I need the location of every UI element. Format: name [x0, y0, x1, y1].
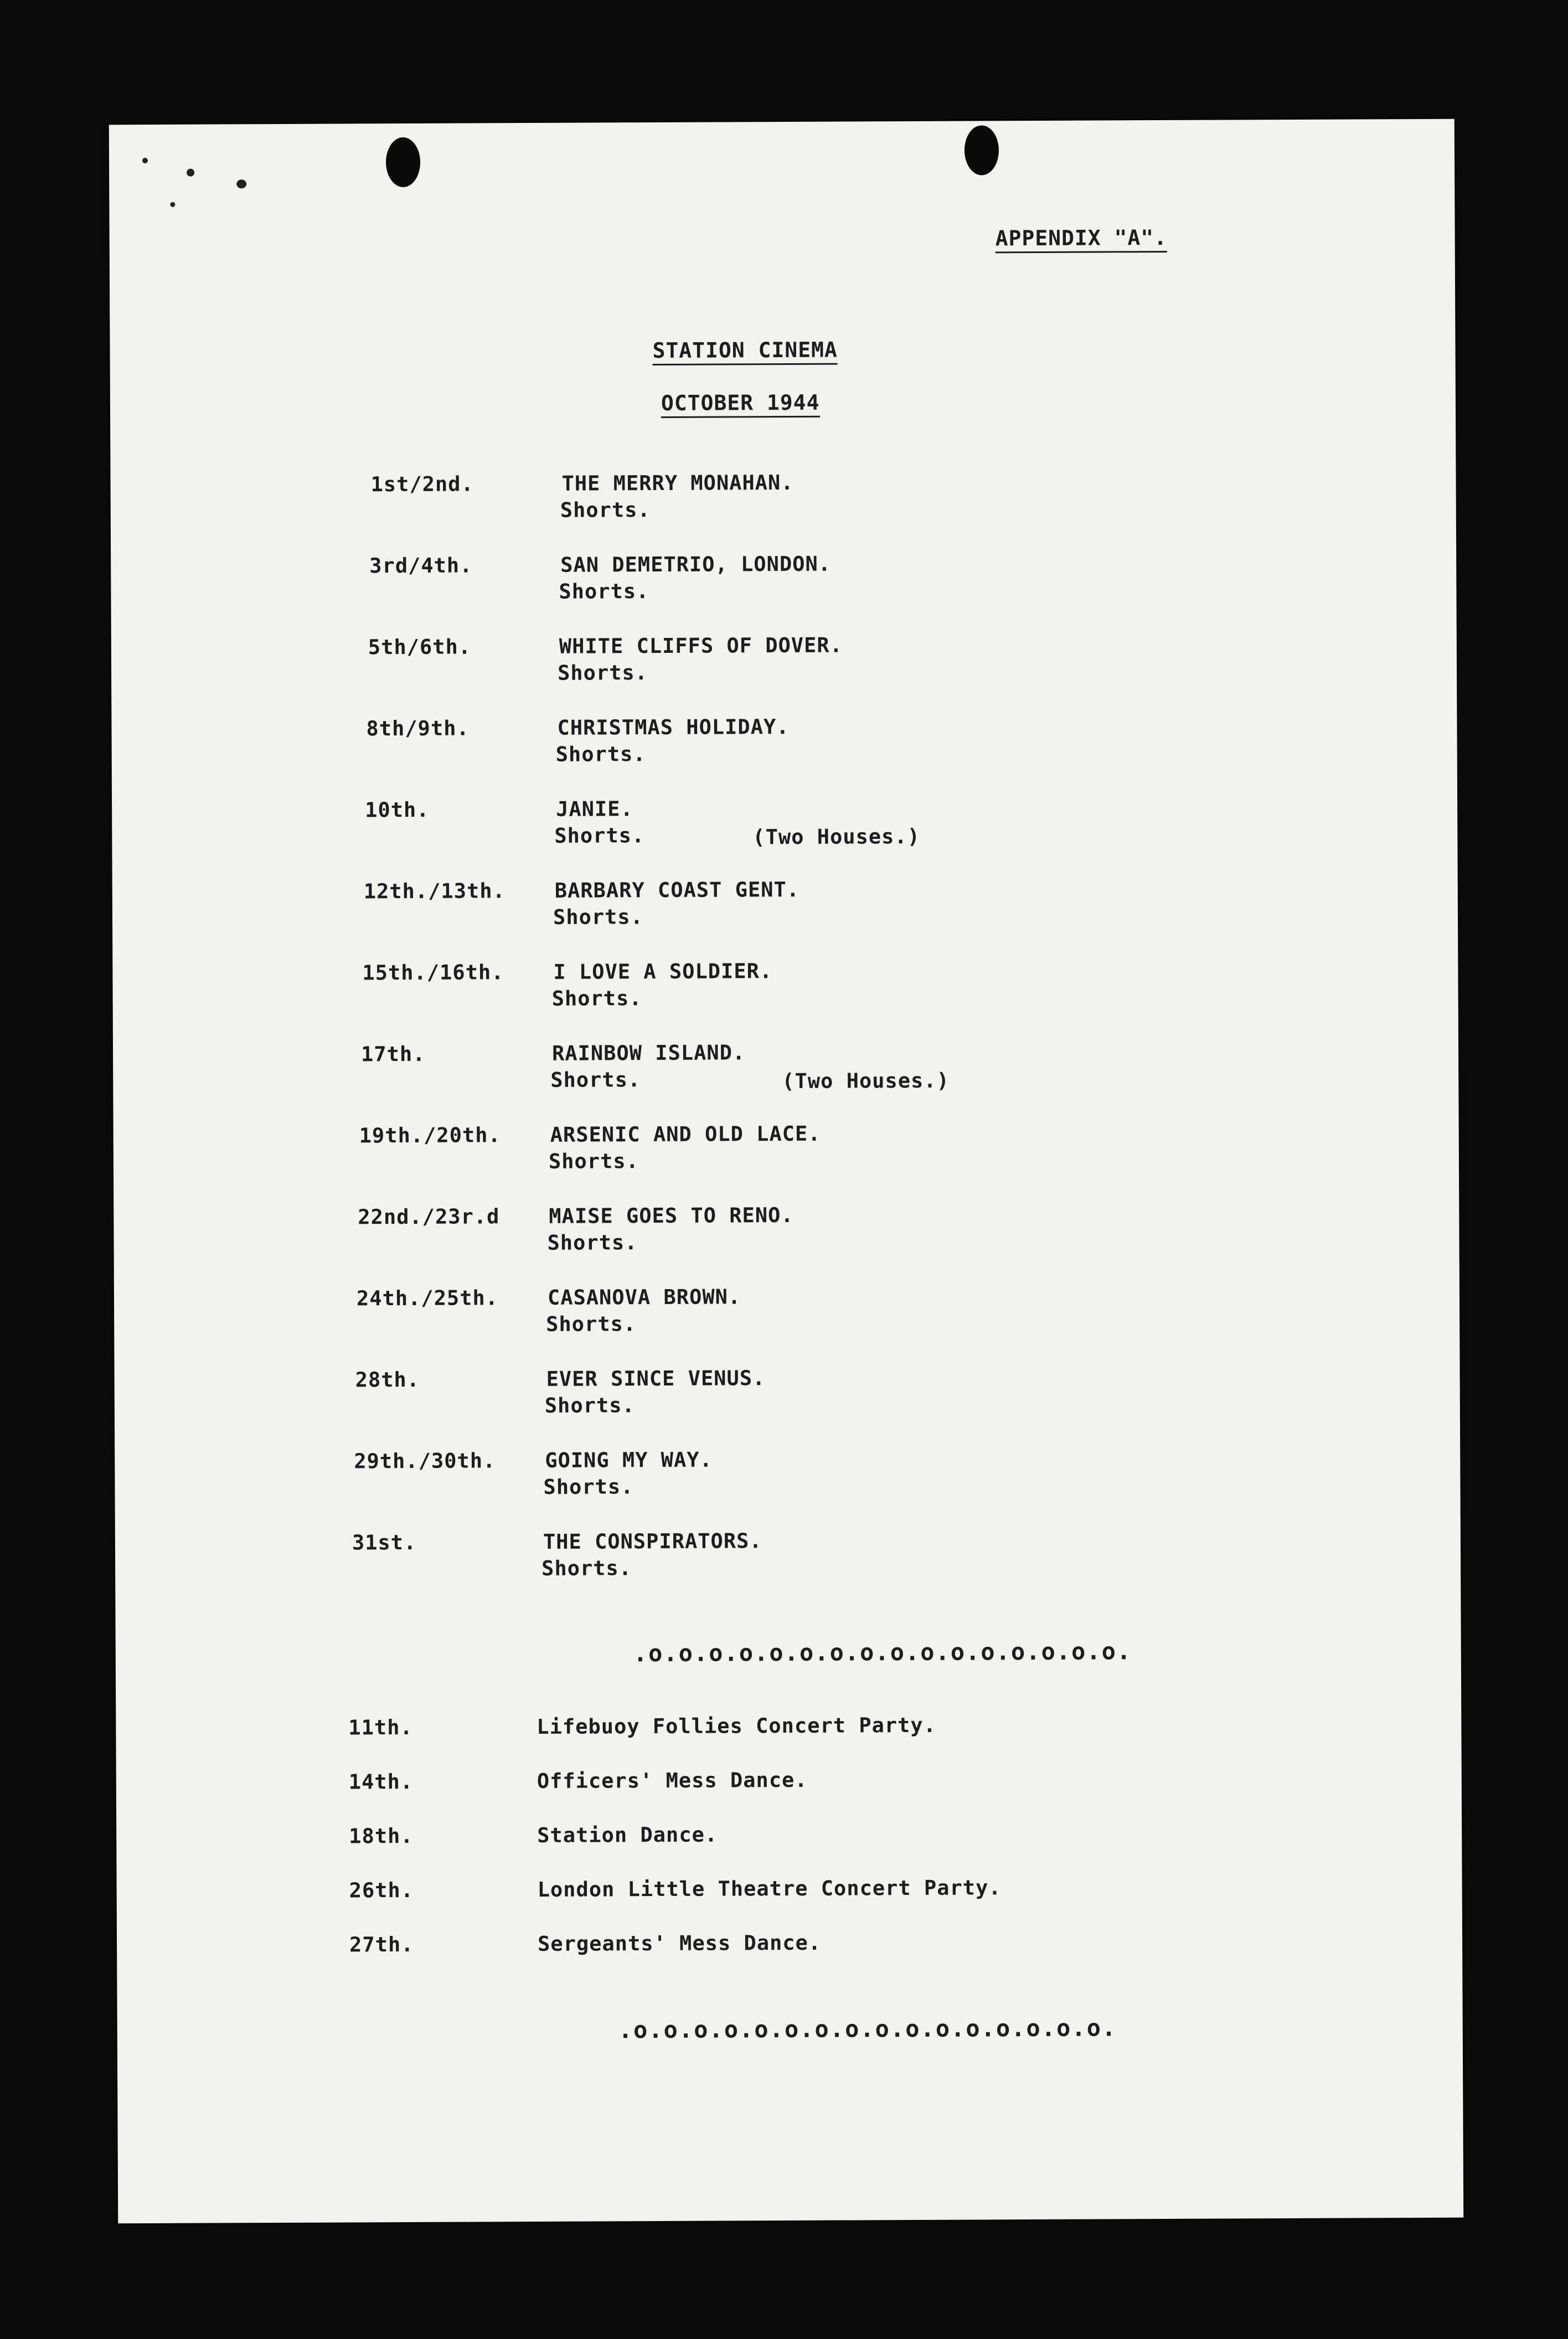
- film-shorts: Shorts.: [547, 1230, 638, 1255]
- film-date: 19th./20th.: [359, 1123, 501, 1148]
- film-date: 24th./25th.: [356, 1286, 499, 1311]
- film-date: 17th.: [360, 1042, 426, 1067]
- event-name: Lifebuoy Follies Concert Party.: [537, 1713, 937, 1739]
- film-date: 8th/9th.: [366, 716, 470, 741]
- film-title: THE CONSPIRATORS.: [543, 1529, 762, 1554]
- film-shorts: Shorts.: [553, 905, 644, 929]
- film-shorts: Shorts.: [548, 1149, 639, 1173]
- separator-line: .o.o.o.o.o.o.o.o.o.o.o.o.o.o.o.o.: [618, 2014, 1117, 2044]
- ink-speck: [187, 169, 194, 177]
- film-title: THE MERRY MONAHAN.: [561, 470, 794, 496]
- film-date: 12th./13th.: [363, 879, 506, 904]
- film-date: 29th./30th.: [354, 1449, 496, 1474]
- appendix-label: APPENDIX "A".: [996, 225, 1168, 253]
- film-date: 22nd./23r.d: [358, 1204, 500, 1229]
- page-subtitle: OCTOBER 1944: [661, 390, 820, 418]
- document-page: [109, 119, 1464, 2224]
- film-shorts: Shorts.: [559, 579, 649, 604]
- event-name: Officers' Mess Dance.: [537, 1768, 808, 1793]
- film-shorts: Shorts.: [543, 1475, 634, 1499]
- film-title: MAISE GOES TO RENO.: [549, 1203, 794, 1228]
- event-name: London Little Theatre Concert Party.: [537, 1876, 1002, 1902]
- film-date: 28th.: [355, 1367, 420, 1392]
- film-title: RAINBOW ISLAND.: [551, 1040, 746, 1065]
- film-shorts: Shorts.: [551, 986, 642, 1011]
- film-shorts: Shorts.: [544, 1393, 635, 1418]
- film-shorts: Shorts.: [546, 1312, 637, 1336]
- ink-speck: [170, 202, 175, 207]
- film-shorts: Shorts.: [557, 661, 648, 685]
- film-shorts: Shorts.: [550, 1068, 641, 1092]
- film-note: (Two Houses.): [752, 824, 921, 849]
- film-title: WHITE CLIFFS OF DOVER.: [559, 633, 843, 658]
- film-title: EVER SINCE VENUS.: [546, 1366, 766, 1391]
- punch-hole: [386, 137, 420, 187]
- film-note: (Two Houses.): [782, 1068, 950, 1094]
- event-date: 27th.: [349, 1932, 414, 1957]
- film-title: JANIE.: [556, 797, 633, 821]
- event-name: Station Dance.: [537, 1822, 718, 1847]
- film-date: 15th./16th.: [362, 960, 504, 985]
- film-title: CHRISTMAS HOLIDAY.: [557, 714, 790, 740]
- film-date: 5th/6th.: [368, 635, 472, 660]
- film-title: CASANOVA BROWN.: [547, 1285, 741, 1310]
- film-date: 31st.: [352, 1530, 417, 1555]
- film-shorts: Shorts.: [541, 1556, 632, 1580]
- film-date: 10th.: [365, 797, 430, 822]
- film-date: 3rd/4th.: [369, 553, 473, 578]
- event-name: Sergeants' Mess Dance.: [537, 1930, 822, 1956]
- event-date: 26th.: [349, 1878, 414, 1903]
- film-date: 1st/2nd.: [370, 472, 474, 497]
- film-title: ARSENIC AND OLD LACE.: [550, 1121, 821, 1147]
- film-shorts: Shorts.: [554, 823, 645, 848]
- ink-speck: [142, 158, 148, 163]
- film-title: SAN DEMETRIO, LONDON.: [560, 552, 832, 577]
- film-shorts: Shorts.: [555, 742, 646, 766]
- ink-speck: [236, 179, 246, 188]
- film-title: GOING MY WAY.: [545, 1447, 713, 1472]
- page-title: STATION CINEMA: [652, 338, 838, 365]
- film-title: I LOVE A SOLDIER.: [553, 959, 773, 984]
- punch-hole: [964, 125, 999, 175]
- film-title: BARBARY COAST GENT.: [554, 877, 800, 903]
- event-date: 11th.: [348, 1715, 413, 1740]
- event-date: 14th.: [348, 1769, 414, 1794]
- event-date: 18th.: [349, 1823, 414, 1848]
- separator-line: .o.o.o.o.o.o.o.o.o.o.o.o.o.o.o.o.: [633, 1637, 1132, 1667]
- film-shorts: Shorts.: [560, 498, 651, 522]
